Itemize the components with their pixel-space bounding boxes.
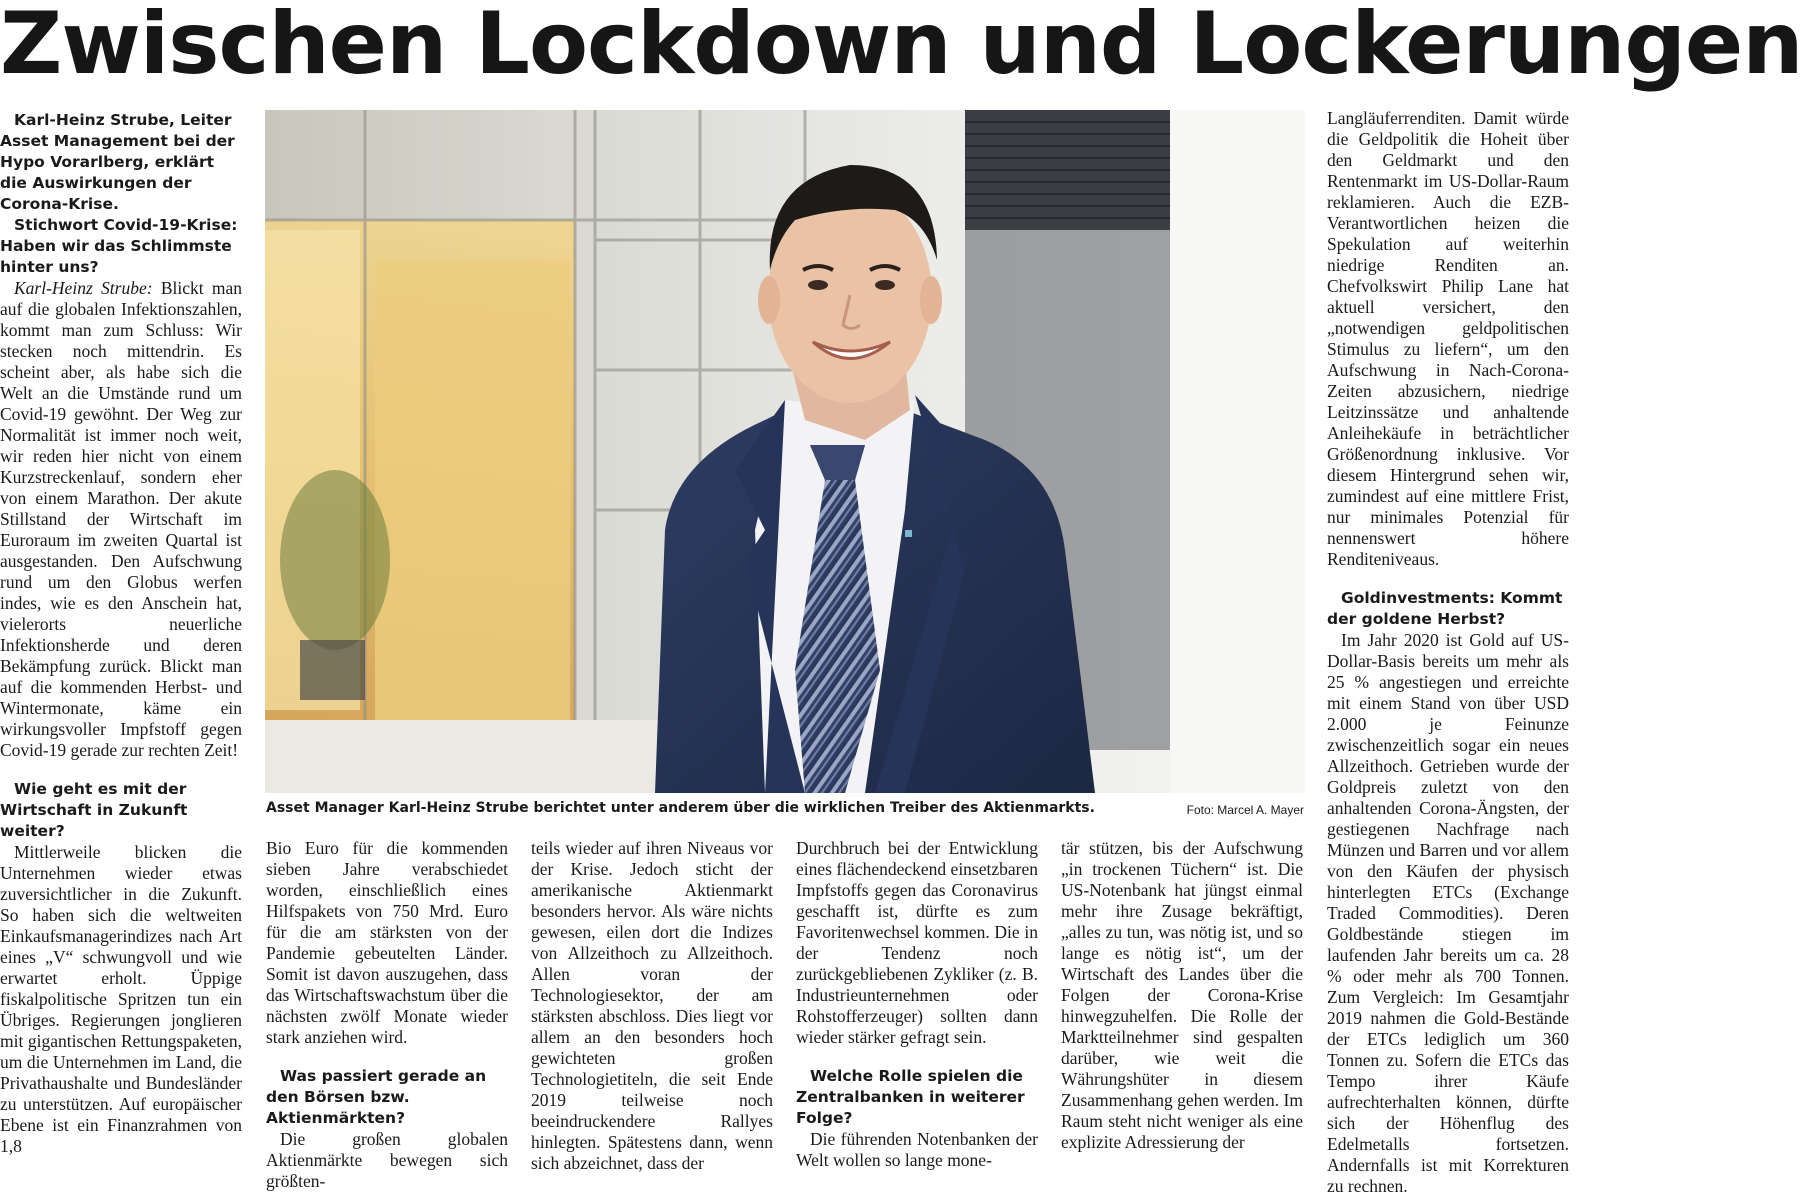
answer-5: Im Jahr 2020 ist Gold auf US-Dollar-Basis bereits um mehr als 25 % angestiegen und erreichte mit einem Stand von über USD 2.000 je Feinunze zwischenzeitlich sogar ein neues Allzeithoch. Getrieben wurde der Goldpreis zuletzt von den anhaltenden Corona-Ängsten, der gestiegenen Nachfrage nach Münzen und Barren und vor allem von den Käufen der physisch hinterlegten ETCs (Exchange Traded Commodities). Deren Goldbestände stiegen im laufenden Jahr bereits um ca. 28 % oder mehr als 700 Tonnen. Zum Vergleich: Im Gesamtjahr 2019 nahmen die Gold-Bestände der ETCs lediglich um 360 Tonnen zu. Sofern die ETCs das Tempo ihrer Käufe aufrechterhalten können, dürfte sich der Höhenflug des Edelmetalls fortsetzen. Andernfalls ist mit Korrekturen zu rechnen. <box>1327 630 1569 1196</box>
answer-4: Die führenden Notenbanken der Welt wollen so lange mone- <box>796 1129 1038 1170</box>
caption-text: Asset Manager Karl-Heinz Strube berichtet unter anderem über die wirklichen Treiber des Aktienmarkts. <box>266 800 1095 816</box>
column-6 <box>1327 108 1569 1196</box>
column-4 <box>796 838 1038 1184</box>
col3-paragraph: teils wieder auf ihren Niveaus vor der Krise. Jedoch sticht der amerikanische Aktienmarkt besonders hervor. Als wäre nichts gewesen, eilen dort die Indizes von Allzeithoch zu Allzeithoch. Allen voran der Technologiesektor, der am stärksten abschloss. Dies liegt vor allem an den besonders hoch gewichteten großen Technologietiteln, die seit Ende 2019 teilweise noch beeindruckendere Rallyes hinlegten. Spätestens dann, wenn sich abzeichnet, dass der <box>531 838 773 1173</box>
column-3 <box>531 838 773 1184</box>
question-2: Wie geht es mit der Wirtschaft in Zukunft weiter? <box>0 780 188 840</box>
photo-credit: Foto: Marcel A. Mayer <box>1186 803 1304 817</box>
speaker-name: Karl-Heinz Strube: <box>14 278 153 298</box>
col2-paragraph: Bio Euro für die kommenden sieben Jahre verabschiedet worden, einschließlich eines Hilfspakets von 750 Mrd. Euro für die am stärksten von der Pandemie gebeutelten Länder. Somit ist davon auszugehen, dass das Wirtschaftswachstum über die nächsten zwölf Monate wieder stark anziehen wird. <box>266 838 508 1047</box>
lead-paragraph: Karl-Heinz Strube, Leiter Asset Management bei der Hypo Vorarlberg, erklärt die Auswirkungen der Corona-Krise. <box>0 111 235 213</box>
col4-paragraph: Durchbruch bei der Entwicklung eines flächendeckend einsetzbaren Impfstoffs gegen das Coronavirus geschafft ist, dürfte es zum Favoritenwechsel kommen. Die in der Tendenz noch zurückgebliebenen Zykliker (z. B. Industrieunternehmen oder Rohstofferzeuger) sollten dann wieder stärker gefragt sein. <box>796 838 1038 1047</box>
question-1: Stichwort Covid-19-Krise: Haben wir das Schlimmste hinter uns? <box>0 216 238 276</box>
answer-3: Die großen globalen Aktienmärkte bewegen sich größten- <box>266 1129 508 1191</box>
column-2 <box>266 838 508 1191</box>
question-3: Was passiert gerade an den Börsen bzw. Aktienmärkten? <box>266 1067 487 1127</box>
column-5 <box>1061 838 1303 1184</box>
col6-paragraph: Langläuferrenditen. Damit würde die Geldpolitik die Hoheit über den Geldmarkt und den Rentenmarkt im US-Dollar-Raum reklamieren. Auch die EZB-Verantwortlichen heizen die Spekulation auf weiterhin niedrige Renditen an. Chefvolkswirt Philip Lane hat aktuell versichert, den „notwendigen geldpolitischen Stimulus zu liefern“, um den Aufschwung in Nach-Corona-Zeiten abzusichern, niedrige Leitzinssätze und anhaltende Anleihekäufe in beträchtlicher Größenordnung inklusive. Vor diesem Hintergrund sehen wir, zumindest auf eine mittlere Frist, nur minimales Potenzial für nennenswert höhere Renditeniveaus. <box>1327 108 1569 569</box>
question-5: Goldinvestments: Kommt der goldene Herbst? <box>1327 589 1563 628</box>
portrait-image <box>265 110 1305 793</box>
answer-1 <box>0 278 242 761</box>
photo-caption <box>266 798 1304 822</box>
column-1 <box>0 110 242 1182</box>
answer-2: Mittlerweile blicken die Unternehmen wieder etwas zuversichtlicher in die Zukunft. So haben sich die weltweiten Einkaufsmanagerindizes nach Art eines „V“ schwungvoll und wie erwartet erholt. Üppige fiskalpolitische Spritzen tun ein Übriges. Regierungen jonglieren mit gigantischen Rettungspaketen, um die Unternehmen im Land, die Privathaushalte und Bundesländer zu unterstützen. Auf europäischer Ebene ist ein Finanzrahmen von 1,8 <box>0 842 242 1156</box>
headline: Zwischen Lockdown und Lockerungen <box>0 0 1802 94</box>
question-4: Welche Rolle spielen die Zentralbanken in weiterer Folge? <box>796 1067 1025 1127</box>
col5-paragraph: tär stützen, bis der Aufschwung „in trockenen Tüchern“ ist. Die US-Notenbank hat jüngst einmal mehr ihre Zusage bekräftigt, „alles zu tun, was nötig ist, und so lange es nötig ist“, um der Wirtschaft des Landes über die Folgen der Corona-Krise hinwegzuhelfen. Die Rolle der Marktteilnehmer sind gespalten darüber, wie weit die Währungshüter in diesem Zusammenhang gehen werden. Im Raum steht nicht weniger als eine explizite Adressierung der <box>1061 838 1304 1152</box>
portrait-photo <box>265 110 1305 793</box>
answer-1-text: Blickt man auf die globalen Infektionszahlen, kommt man zum Schluss: Wir stecken noch mittendrin. Es scheint aber, als habe sich die Welt an die Umstände rund um Covid-19 gewöhnt. Der Weg zur Normalität ist immer noch weit, wir reden hier nicht von einem Kurzstreckenlauf, sondern eher von einem Marathon. Der akute Stillstand der Wirtschaft im Euroraum im zweiten Quartal ist ausgestanden. Den Aufschwung rund um den Globus werfen indes, wie es den Anschein hat, vielerorts neuerliche Infektionsherde und deren Bekämpfung zurück. Blickt man auf die kommenden Herbst- und Wintermonate, käme ein wirkungsvoller Impfstoff gegen Covid-19 gerade zur rechten Zeit! <box>0 278 242 760</box>
